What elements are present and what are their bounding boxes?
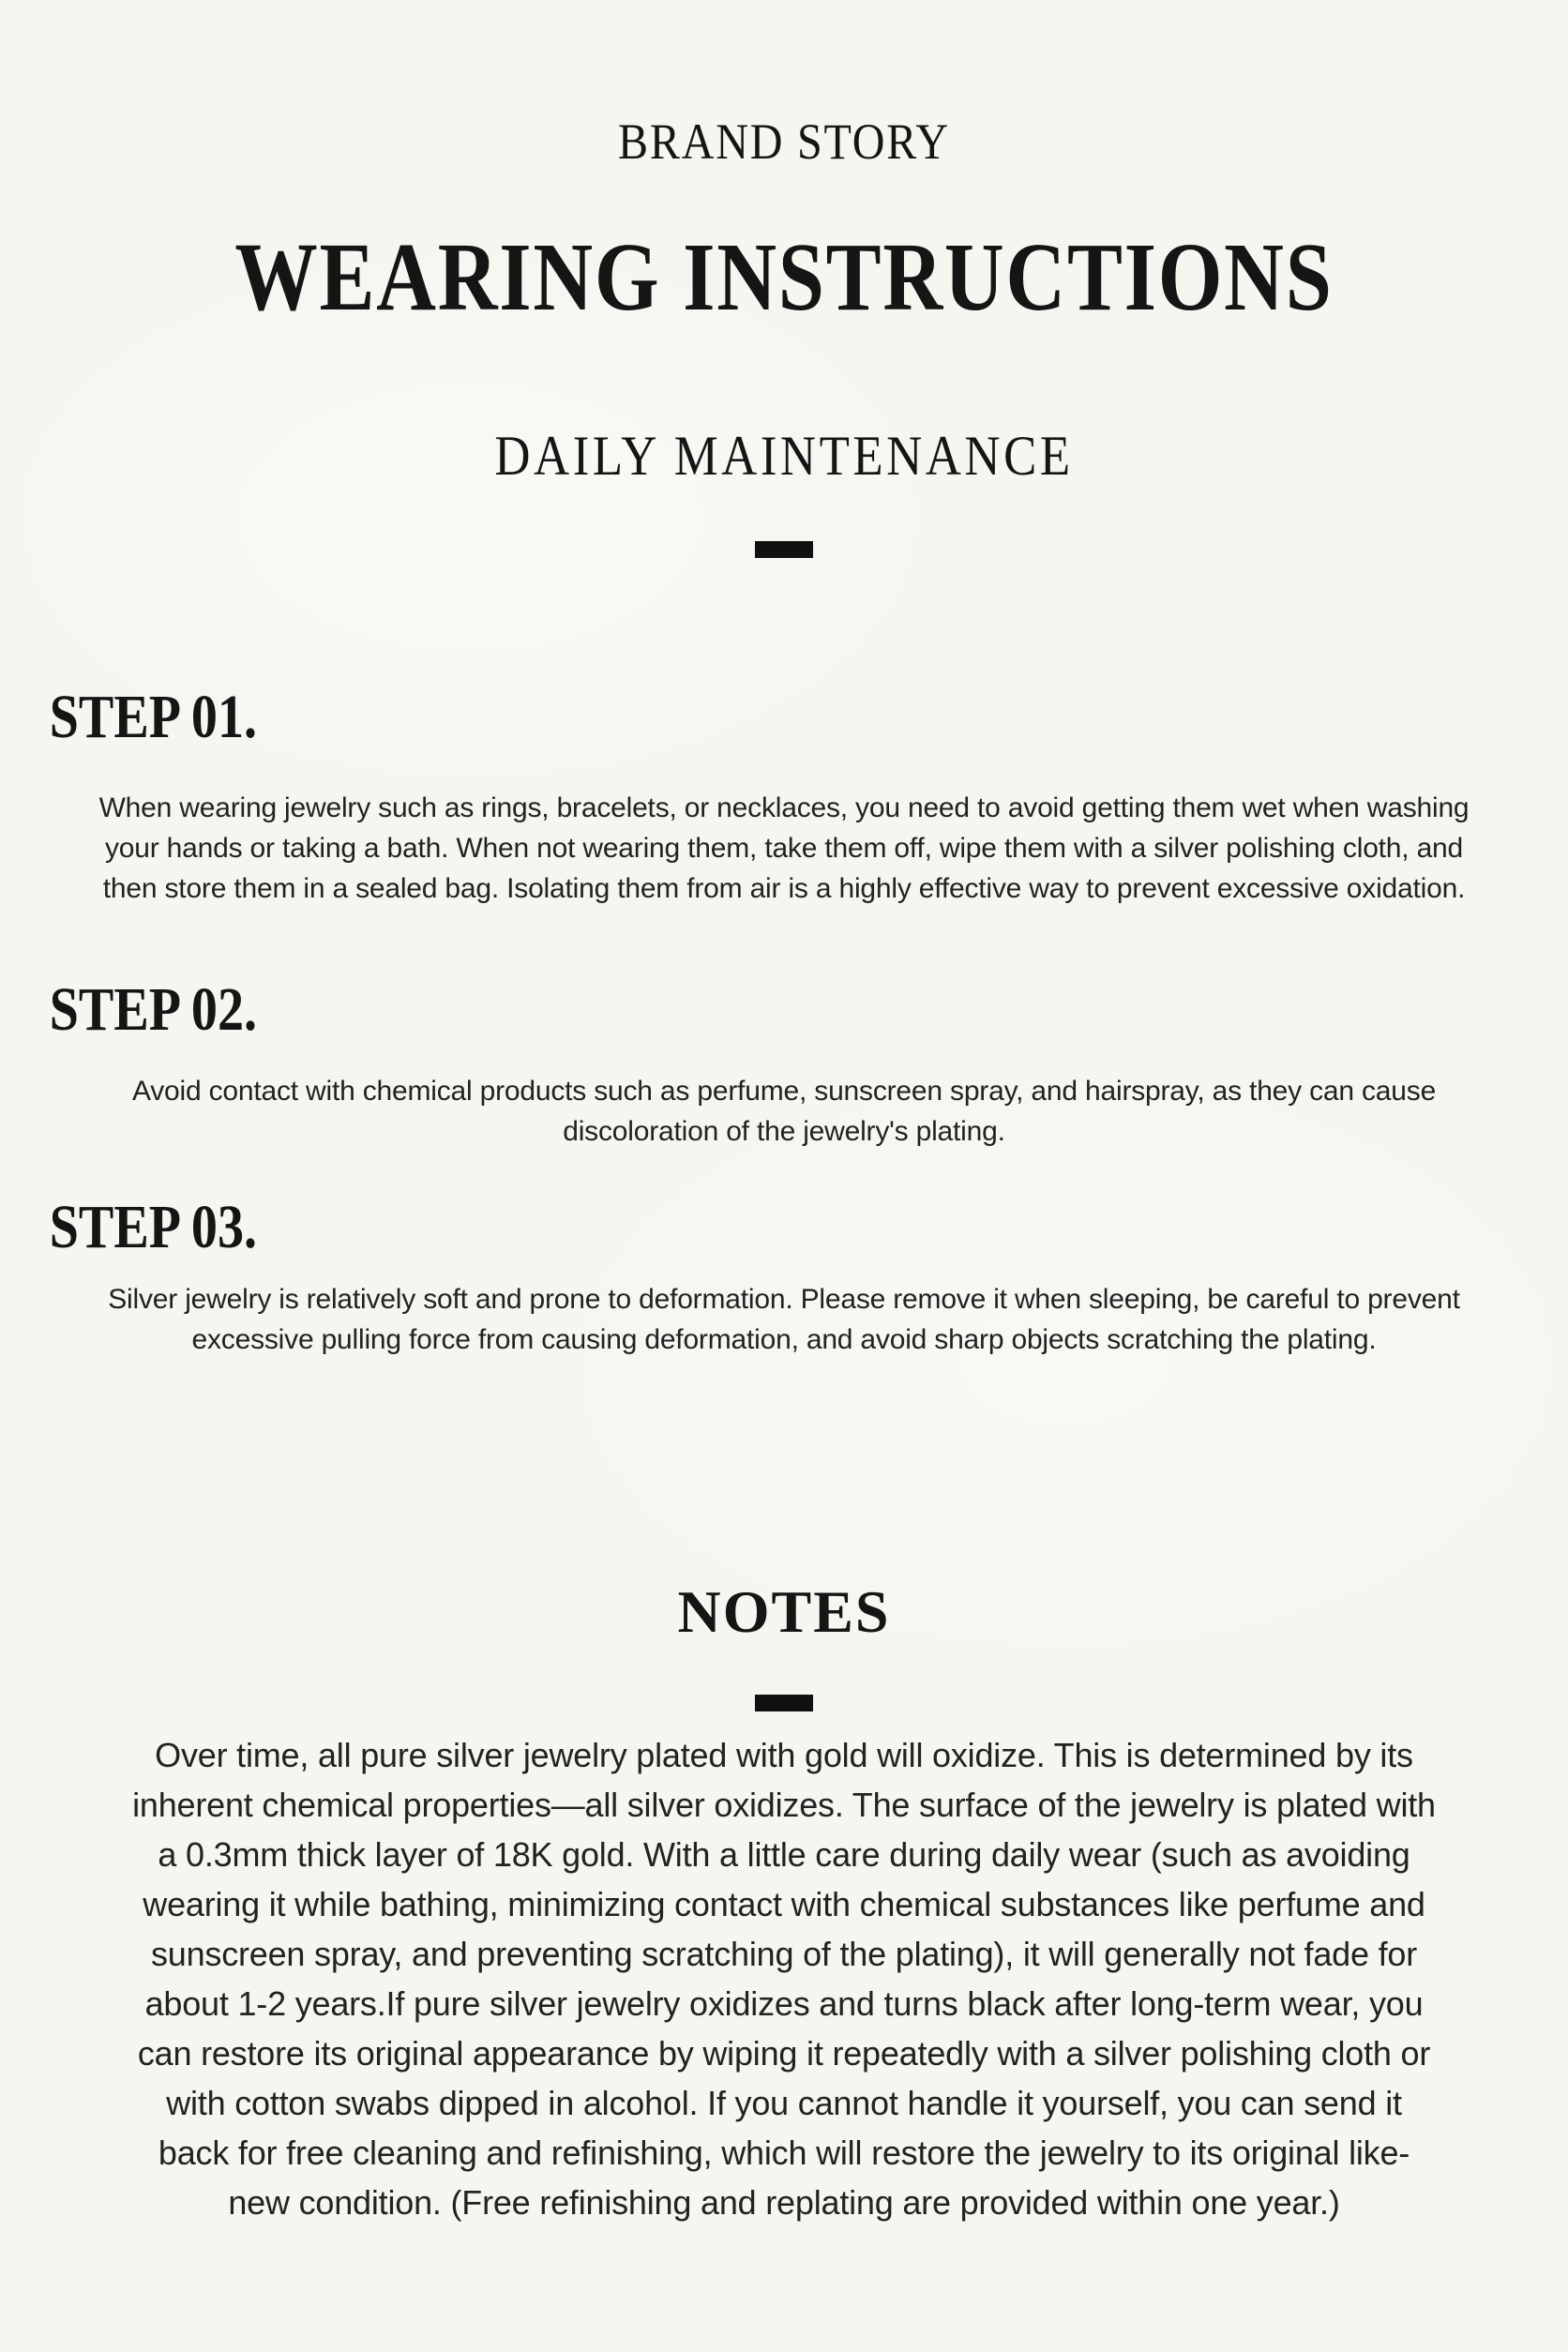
step-01-heading: STEP 01. xyxy=(49,683,258,751)
notes-text xyxy=(0,1730,1568,2227)
text-line: When wearing jewelry such as rings, bracelets, or necklaces, you need to avoid getting them wet when washing xyxy=(98,792,1470,823)
brand-story-eyebrow: BRAND STORY xyxy=(618,113,950,170)
text-line: your hands or taking a bath. When not wearing them, take them off, wipe them with a silver polishing cloth, and xyxy=(104,833,1464,864)
section-divider-dash xyxy=(755,1695,813,1711)
step-03-text xyxy=(0,1279,1568,1360)
text-line: then store them in a sealed bag. Isolating them from air is a highly effective way to prevent excessive oxidation. xyxy=(102,873,1466,904)
text-line: wearing it while bathing, minimizing contact with chemical substances like perfume and xyxy=(143,1885,1425,1923)
step-03-heading: STEP 03. xyxy=(49,1193,258,1261)
text-line: sunscreen spray, and preventing scratching of the plating), it will generally not fade for xyxy=(150,1935,1418,1973)
text-line: new condition. (Free refinishing and replating are provided within one year.) xyxy=(228,2183,1340,2222)
notes-heading: NOTES xyxy=(677,1578,891,1645)
step-02-heading: STEP 02. xyxy=(49,975,258,1044)
step-02-section xyxy=(0,975,1568,1152)
text-line: a 0.3mm thick layer of 18K gold. With a little care during daily wear (such as avoiding xyxy=(158,1835,1410,1874)
daily-maintenance-heading: DAILY MAINTENANCE xyxy=(494,425,1074,487)
page-title: WEARING INSTRUCTIONS xyxy=(234,223,1334,331)
text-line: Silver jewelry is relatively soft and prone to deformation. Please remove it when sleeping, be careful to prevent xyxy=(108,1284,1460,1315)
text-line: about 1-2 years.If pure silver jewelry oxidizes and turns black after long-term wear, you xyxy=(144,1984,1424,2023)
step-03-section xyxy=(0,1193,1568,1360)
step-01-section xyxy=(0,683,1568,909)
section-divider-dash xyxy=(755,541,813,558)
step-01-text xyxy=(0,788,1568,909)
text-line: discoloration of the jewelry's plating. xyxy=(563,1116,1005,1147)
text-line: can restore its original appearance by wiping it repeatedly with a silver polishing cloth or xyxy=(137,2034,1431,2073)
text-line: excessive pulling force from causing deformation, and avoid sharp objects scratching the plating. xyxy=(191,1324,1377,1355)
text-line: with cotton swabs dipped in alcohol. If you cannot handle it yourself, you can send it xyxy=(166,2084,1402,2122)
notes-section xyxy=(0,1578,1568,2227)
text-line: back for free cleaning and refinishing, which will restore the jewelry to its original like- xyxy=(158,2133,1410,2172)
step-02-text xyxy=(0,1071,1568,1152)
text-line: Avoid contact with chemical products such as perfume, sunscreen spray, and hairspray, as they can cause xyxy=(131,1076,1437,1107)
text-line: inherent chemical properties—all silver oxidizes. The surface of the jewelry is plated with xyxy=(132,1786,1436,1824)
text-line: Over time, all pure silver jewelry plated with gold will oxidize. This is determined by its xyxy=(155,1736,1413,1774)
masthead xyxy=(0,113,1568,558)
